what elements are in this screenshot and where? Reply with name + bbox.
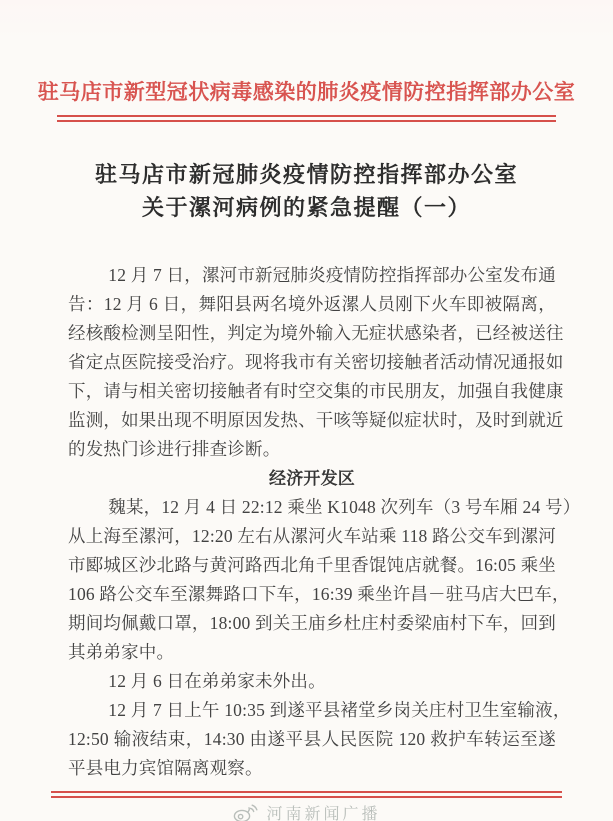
body-line: 平县电力宾馆隔离观察。	[68, 758, 263, 778]
document-title	[0, 158, 613, 224]
letterhead-org-name: 驻马店市新型冠状病毒感染的肺炎疫情防控指挥部办公室	[37, 80, 576, 104]
body-line: 106 路公交车至漯舞路口下车，16:39 乘坐许昌－驻马店大巴车，	[68, 584, 570, 604]
weibo-icon	[232, 802, 259, 821]
footer-divider	[51, 791, 562, 798]
body-line: 12 月 7 日，漯河市新冠肺炎疫情防控指挥部办公室发布通	[108, 265, 556, 285]
body-line: 12:50 输液结束，14:30 由遂平县人民医院 120 救护车转运至遂	[68, 729, 556, 749]
body-line: 从上海至漯河，12:20 左右从漯河火车站乘 118 路公交车到漯河	[68, 526, 556, 546]
body-line: 经核酸检测呈阳性，判定为境外输入无症状感染者，已经被送往	[68, 323, 564, 343]
body-line: 的发热门诊进行排查诊断。	[68, 439, 281, 459]
watermark-text: 河南新闻广播	[266, 806, 381, 821]
body-line: 市郾城区沙北路与黄河路西北角千里香馄饨店就餐。16:05 乘坐	[68, 555, 556, 575]
document-body	[68, 261, 581, 783]
document-title-line2: 关于漯河病例的紧急提醒（一）	[141, 195, 471, 220]
letterhead-divider	[57, 115, 556, 122]
body-line: 12 月 7 日上午 10:35 到遂平县褚堂乡岗关庄村卫生室输液，	[108, 700, 571, 720]
watermark	[0, 801, 613, 821]
document-title-line1: 驻马店市新冠肺炎疫情防控指挥部办公室	[94, 162, 518, 187]
body-line: 魏某，12 月 4 日 22:12 乘坐 K1048 次列车（3 号车厢 24 号）	[108, 497, 581, 517]
body-line: 监测，如果出现不明原因发热、干咳等疑似症状时，及时到就近	[68, 410, 564, 430]
body-line: 省定点医院接受治疗。现将我市有关密切接触者活动情况通报如	[68, 352, 564, 372]
body-line: 期间均佩戴口罩，18:00 到关王庙乡杜庄村委梁庙村下车，回到	[68, 613, 556, 633]
section-heading: 经济开发区	[269, 469, 355, 488]
body-line: 其弟弟家中。	[68, 642, 175, 662]
body-line: 12 月 6 日在弟弟家未外出。	[108, 671, 326, 691]
body-line: 下，请与相关密切接触者有时空交集的市民朋友，加强自我健康	[68, 381, 564, 401]
body-line: 告：12 月 6 日，舞阳县两名境外返漯人员刚下火车即被隔离，	[68, 294, 556, 314]
